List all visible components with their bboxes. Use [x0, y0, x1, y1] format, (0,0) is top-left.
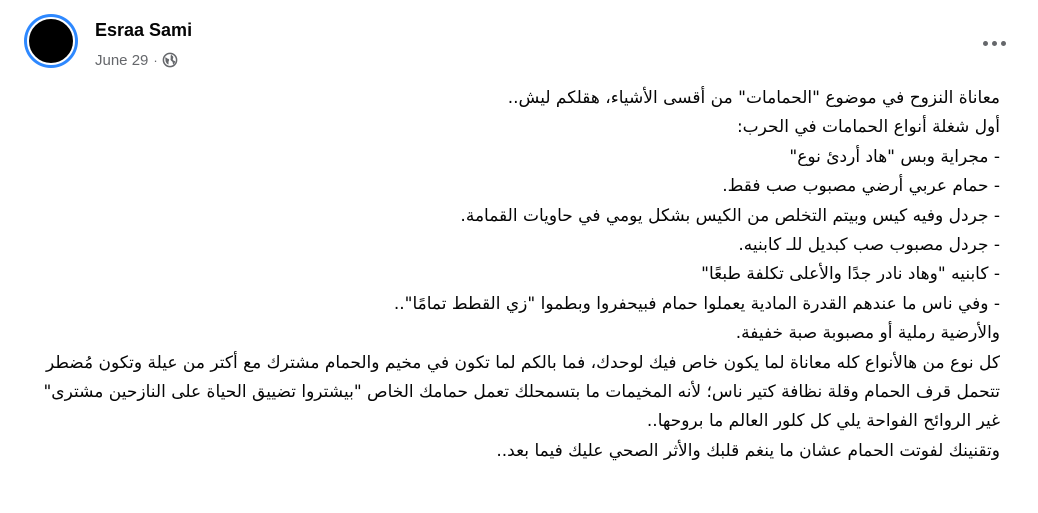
more-horizontal-icon [983, 41, 1006, 46]
post-line: غير الروائح الفواحة يلي كل كلور العالم ما بروحها.. [646, 411, 1000, 432]
post-line: - جردل وفيه كيس وبيتم التخلص من الكيس بشكل يومي في حاويات القمامة. [460, 205, 1000, 226]
post-text [40, 84, 1000, 466]
post-line: أول شغلة أنواع الحمامات في الحرب: [736, 117, 1000, 138]
post-line: معاناة النزوح في موضوع "الحمامات" من أقسى الأشياء، هقلكم ليش.. [507, 88, 1000, 108]
post-meta [95, 50, 178, 70]
post-line: كل نوع من هالأنواع كله معاناة لما يكون خاص فيك لوحدك، فما بالكم لما تكون في مخيم والحمام مشترك مع أكتر من عيلة وتكون مُضطر تتحمل قرف الحمام وقلة نظافة كتير ناس؛ لأنه المخيمات ما بتسمحلك تعمل حمامك الخاص "بيشتروا تضييق الحياة على النازحين مشترى" [43, 352, 1000, 403]
post-line: - حمام عربي أرضي مصبوب صب فقط. [722, 176, 1000, 197]
post-line: وتقنينك لفوتت الحمام عشان ما ينغم قلبك والأثر الصحي عليك فيما بعد.. [496, 440, 1000, 461]
globe-icon[interactable] [162, 52, 178, 68]
post-line: - مجراية وبس "هاد أردئ نوع" [789, 146, 1000, 167]
post-options-button[interactable] [974, 28, 1014, 58]
post-date[interactable]: June 29 [95, 51, 149, 69]
meta-separator: · [153, 52, 158, 68]
post-line: - كابنيه "وهاد نادر جدًا والأعلى تكلفة طبعًا" [701, 264, 1000, 285]
post-line: - جردل مصبوب صب كبديل للـ كابنيه. [738, 235, 1000, 256]
post-header [24, 14, 1014, 76]
avatar[interactable] [24, 14, 78, 68]
avatar-image [27, 17, 75, 65]
post-line: - وفي ناس ما عندهم القدرة المادية يعملوا حمام فبيحفروا وبطموا "زي القطط تمامًا".. [393, 293, 1000, 314]
author-name[interactable]: Esraa Sami [95, 20, 193, 40]
post-line: والأرضية رملية أو مصبوبة صبة خفيفة. [735, 323, 1000, 344]
